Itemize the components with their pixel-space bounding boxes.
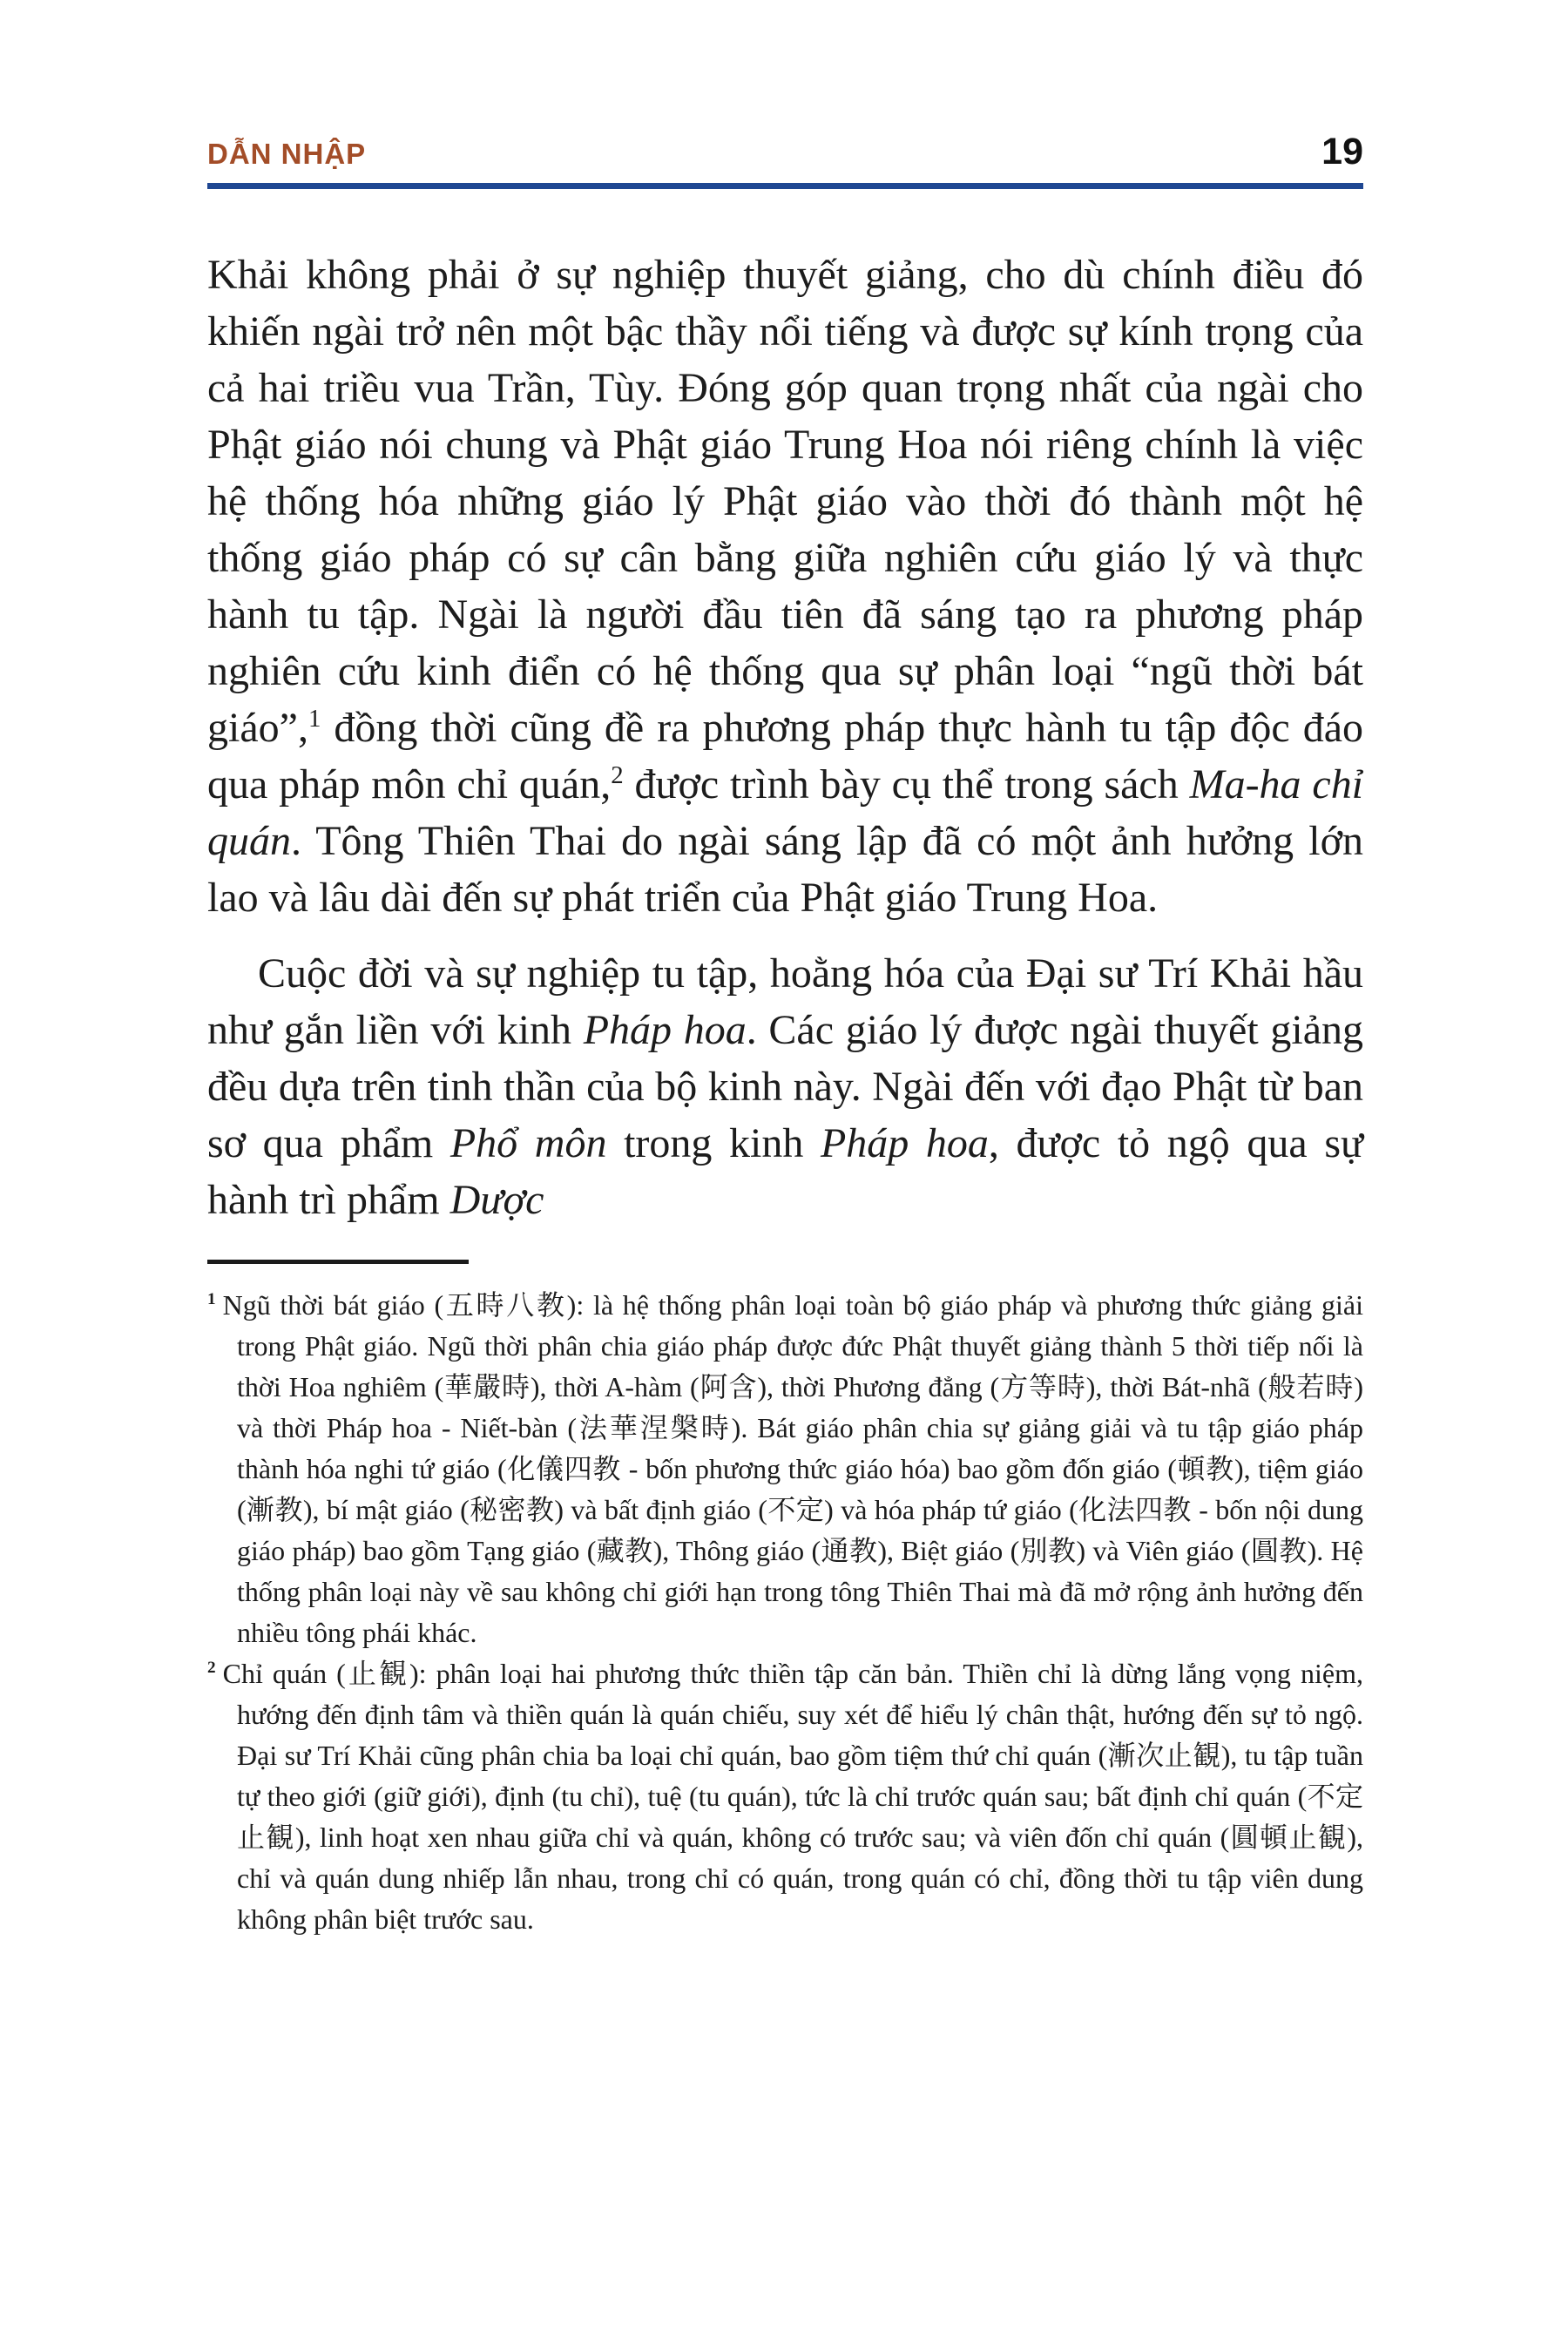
footnote-2	[207, 1653, 1363, 1940]
text-segment: 1	[308, 705, 321, 733]
footnotes	[207, 1285, 1363, 1940]
text-segment: , được tỏ ngộ qua sự hành trì phẩm	[207, 1120, 1364, 1223]
page-header	[207, 131, 1363, 173]
footnote-1-marker: 1	[207, 1290, 216, 1309]
text-segment: 2	[611, 761, 624, 789]
footnote-2-text	[223, 1658, 1363, 1935]
paragraph-1	[207, 247, 1363, 926]
text-segment: Ma-ha chỉ quán	[207, 761, 1364, 864]
page-number: 19	[1321, 131, 1363, 172]
paragraph-2	[207, 945, 1363, 1228]
text-segment: Pháp hoa	[820, 1120, 989, 1166]
body-text	[207, 247, 1363, 1228]
text-segment: Pháp hoa	[583, 1007, 747, 1053]
text-segment: trong kinh	[606, 1120, 821, 1166]
footnote-1	[207, 1285, 1363, 1653]
footnote-2-marker: 2	[207, 1659, 216, 1678]
footnote-separator	[207, 1260, 469, 1264]
text-segment: . Tông Thiên Thai do ngài sáng lập đã có một ảnh hưởng lớn lao và lâu dài đến sự phát triển của Phật giáo Trung Hoa.	[207, 818, 1363, 921]
text-segment: Phổ môn	[449, 1120, 607, 1166]
section-title: DẪN NHẬP	[207, 138, 367, 170]
footnote-1-text	[223, 1289, 1363, 1648]
text-segment: Chỉ quán (止観): phân loại hai phương thức thiền tập căn bản. Thiền chỉ là dừng lắng vọng niệm, hướng đến định tâm và thiền quán là quán chiếu, suy xét để hiểu lý chân thật, hướng đến sự tỏ ngộ. Đại sư Trí Khải cũng phân chia ba loại chỉ quán, bao gồm tiệm thứ chỉ quán (漸次止観), tu tập tuần tự theo giới (giữ giới), định (tu chỉ), tuệ (tu quán), tức là chỉ trước quán sau; bất định chỉ quán (不定止観), linh hoạt xen nhau giữa chỉ và quán, không có trước sau; và viên đốn chỉ quán (圓頓止観), chỉ và quán dung nhiếp lẫn nhau, trong chỉ có quán, trong quán có chỉ, đồng thời tu tập viên dung không phân biệt trước sau.	[222, 1658, 1363, 1935]
text-segment: Dược	[449, 1177, 544, 1223]
text-segment: . Các giáo lý được ngài thuyết giảng đều dựa trên tinh thần của bộ kinh này. Ngài đến với đạo Phật từ ban sơ qua phẩm	[207, 1007, 1363, 1166]
text-segment: Cuộc đời và sự nghiệp tu tập, hoằng hóa của Đại sư Trí Khải hầu như gắn liền với kinh	[207, 950, 1363, 1053]
text-segment: Ngũ thời bát giáo (五時八教): là hệ thống phân loại toàn bộ giáo pháp và phương thức giảng giải trong Phật giáo. Ngũ thời phân chia giáo pháp được đức Phật thuyết giảng thành 5 thời tiếp nối là thời Hoa nghiêm (華嚴時), thời A-hàm (阿含), thời Phương đẳng (方等時), thời Bát-nhã (般若時) và thời Pháp hoa - Niết-bàn (法華涅槃時). Bát giáo phân chia sự giảng giải và tu tập giáo pháp thành hóa nghi tứ giáo (化儀四教 - bốn phương thức giáo hóa) bao gồm đốn giáo (頓教), tiệm giáo (漸教), bí mật giáo (秘密教) và bất định giáo (不定) và hóa pháp tứ giáo (化法四教 - bốn nội dung giáo pháp) bao gồm Tạng giáo (藏教), Thông giáo (通教), Biệt giáo (別教) và Viên giáo (圓教). Hệ thống phân loại này về sau không chỉ giới hạn trong tông Thiên Thai mà đã mở rộng ảnh hưởng đến nhiều tông phái khác.	[222, 1289, 1363, 1648]
header-rule	[207, 183, 1363, 189]
text-segment: Khải không phải ở sự nghiệp thuyết giảng, cho dù chính điều đó khiến ngài trở nên một bậc thầy nổi tiếng và được sự kính trọng của cả hai triều vua Trần, Tùy. Đóng góp quan trọng nhất của ngài cho Phật giáo nói chung và Phật giáo Trung Hoa nói riêng chính là việc hệ thống hóa những giáo lý Phật giáo vào thời đó thành một hệ thống giáo pháp có sự cân bằng giữa nghiên cứu giáo lý và thực hành tu tập. Ngài là người đầu tiên đã sáng tạo ra phương pháp nghiên cứu kinh điển có hệ thống qua sự phân loại “ngũ thời bát giáo”,	[207, 252, 1363, 751]
text-segment: được trình bày cụ thể trong sách	[623, 761, 1190, 808]
text-segment: đồng thời cũng đề ra phương pháp thực hành tu tập độc đáo qua pháp môn chỉ quán,	[207, 705, 1363, 808]
